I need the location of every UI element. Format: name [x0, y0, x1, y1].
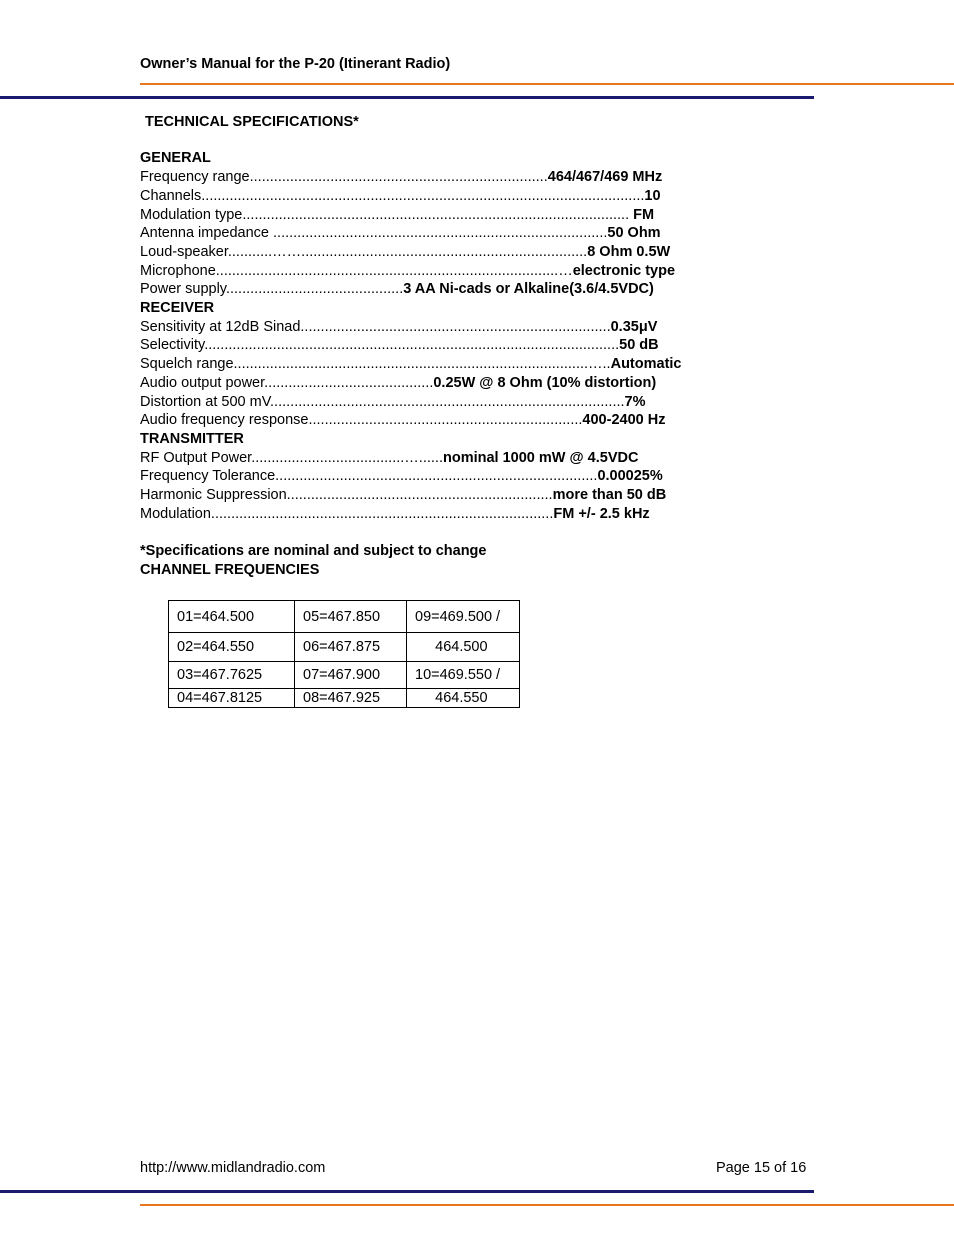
spec-value: 7%: [624, 394, 646, 410]
spec-row: [140, 336, 659, 355]
channel-frequency-table: [168, 600, 520, 708]
spec-value: 0.00025%: [597, 468, 663, 484]
spec-value: 0.35μV: [610, 319, 658, 335]
spec-row: [140, 393, 646, 412]
spec-value: 464/467/469 MHz: [547, 169, 663, 185]
spec-label: Modulation type................................................................................................: [140, 207, 634, 223]
spec-value: FM: [633, 207, 655, 223]
receiver-heading: RECEIVER: [140, 300, 215, 316]
spec-row: [140, 355, 682, 374]
spec-label: Harmonic Suppression..................................................................: [140, 487, 553, 503]
spec-label: Audio frequency response....................................................................: [140, 412, 583, 428]
spec-value: nominal 1000 mW @ 4.5VDC: [442, 450, 639, 466]
table-row: [169, 662, 520, 689]
general-heading: GENERAL: [140, 150, 211, 166]
spec-row: [140, 187, 661, 206]
spec-value: 0.25W @ 8 Ohm (10% distortion): [433, 375, 657, 391]
spec-row: [140, 486, 666, 505]
spec-row: [140, 243, 670, 262]
header-navy-rule: [0, 96, 814, 99]
spec-value: 10: [644, 188, 661, 204]
spec-label: RF Output Power......................................…......: [140, 450, 443, 466]
spec-value: 400-2400 Hz: [582, 412, 666, 428]
spec-row: [140, 467, 663, 486]
spec-value: 50 Ohm: [607, 225, 661, 241]
spec-label: Selectivity.......................................................................................................: [140, 337, 620, 353]
spec-label: Antenna impedance ...................................................................................: [140, 225, 608, 241]
table-cell: 464.550: [407, 689, 520, 708]
channel-heading: CHANNEL FREQUENCIES: [140, 562, 320, 578]
spec-value: 8 Ohm 0.5W: [587, 244, 671, 260]
spec-value: 3 AA Ni-cads or Alkaline(3.6/4.5VDC): [403, 281, 654, 297]
table-cell: 05=467.850: [295, 601, 407, 633]
spec-label: Distortion at 500 mV........................................................................................: [140, 394, 625, 410]
table-cell: 04=467.8125: [169, 689, 295, 708]
spec-label: Frequency range..........................................................................: [140, 169, 548, 185]
spec-row: [140, 374, 656, 393]
spec-label: Power supply............................................: [140, 281, 404, 297]
table-row: [169, 633, 520, 662]
table-cell: 07=467.900: [295, 662, 407, 689]
footer-url-link[interactable]: http://www.midlandradio.com: [140, 1160, 326, 1176]
spec-row: [140, 206, 654, 225]
table-cell: 08=467.925: [295, 689, 407, 708]
table-row: [169, 601, 520, 633]
spec-value: electronic type: [572, 263, 676, 279]
page-number: Page 15 of 16: [716, 1160, 807, 1176]
table-cell: 09=469.500 /: [407, 601, 520, 633]
spec-label: Channels..............................................................................................................: [140, 188, 645, 204]
spec-value: Automatic: [610, 356, 682, 372]
spec-label: Sensitivity at 12dB Sinad.............................................................................: [140, 319, 611, 335]
spec-value: more than 50 dB: [552, 487, 667, 503]
spec-row: [140, 280, 654, 299]
footer-orange-rule: [140, 1204, 954, 1206]
spec-row: [140, 505, 650, 524]
page-title: TECHNICAL SPECIFICATIONS*: [145, 114, 359, 130]
spec-value: FM +/- 2.5 kHz: [553, 506, 650, 522]
table-cell: 464.500: [407, 633, 520, 662]
spec-label: Frequency Tolerance................................................................................: [140, 468, 598, 484]
table-cell: 10=469.550 /: [407, 662, 520, 689]
spec-label: Audio output power..........................................: [140, 375, 434, 391]
transmitter-heading: TRANSMITTER: [140, 431, 244, 447]
spec-footnote: *Specifications are nominal and subject to change: [140, 543, 487, 559]
spec-label: Loud-speaker...........…….......................................................................: [140, 244, 588, 260]
spec-row: [140, 411, 665, 430]
header-orange-rule: [140, 83, 954, 85]
table-cell: 03=467.7625: [169, 662, 295, 689]
manual-title: Owner’s Manual for the P-20 (Itinerant Radio): [140, 56, 451, 72]
spec-value: 50 dB: [619, 337, 659, 353]
table-cell: 02=464.550: [169, 633, 295, 662]
spec-label: Modulation.....................................................................................: [140, 506, 554, 522]
spec-row: [140, 262, 675, 281]
table-cell: 06=467.875: [295, 633, 407, 662]
table-cell: 01=464.500: [169, 601, 295, 633]
spec-row: [140, 168, 662, 187]
spec-label: Squelch range........................................................................................…..: [140, 356, 611, 372]
spec-label: Microphone.....................................................................................…: [140, 263, 573, 279]
spec-row: [140, 318, 657, 337]
spec-row: [140, 224, 661, 243]
footer-navy-rule: [0, 1190, 814, 1193]
table-row: [169, 689, 520, 708]
spec-row: [140, 449, 638, 468]
